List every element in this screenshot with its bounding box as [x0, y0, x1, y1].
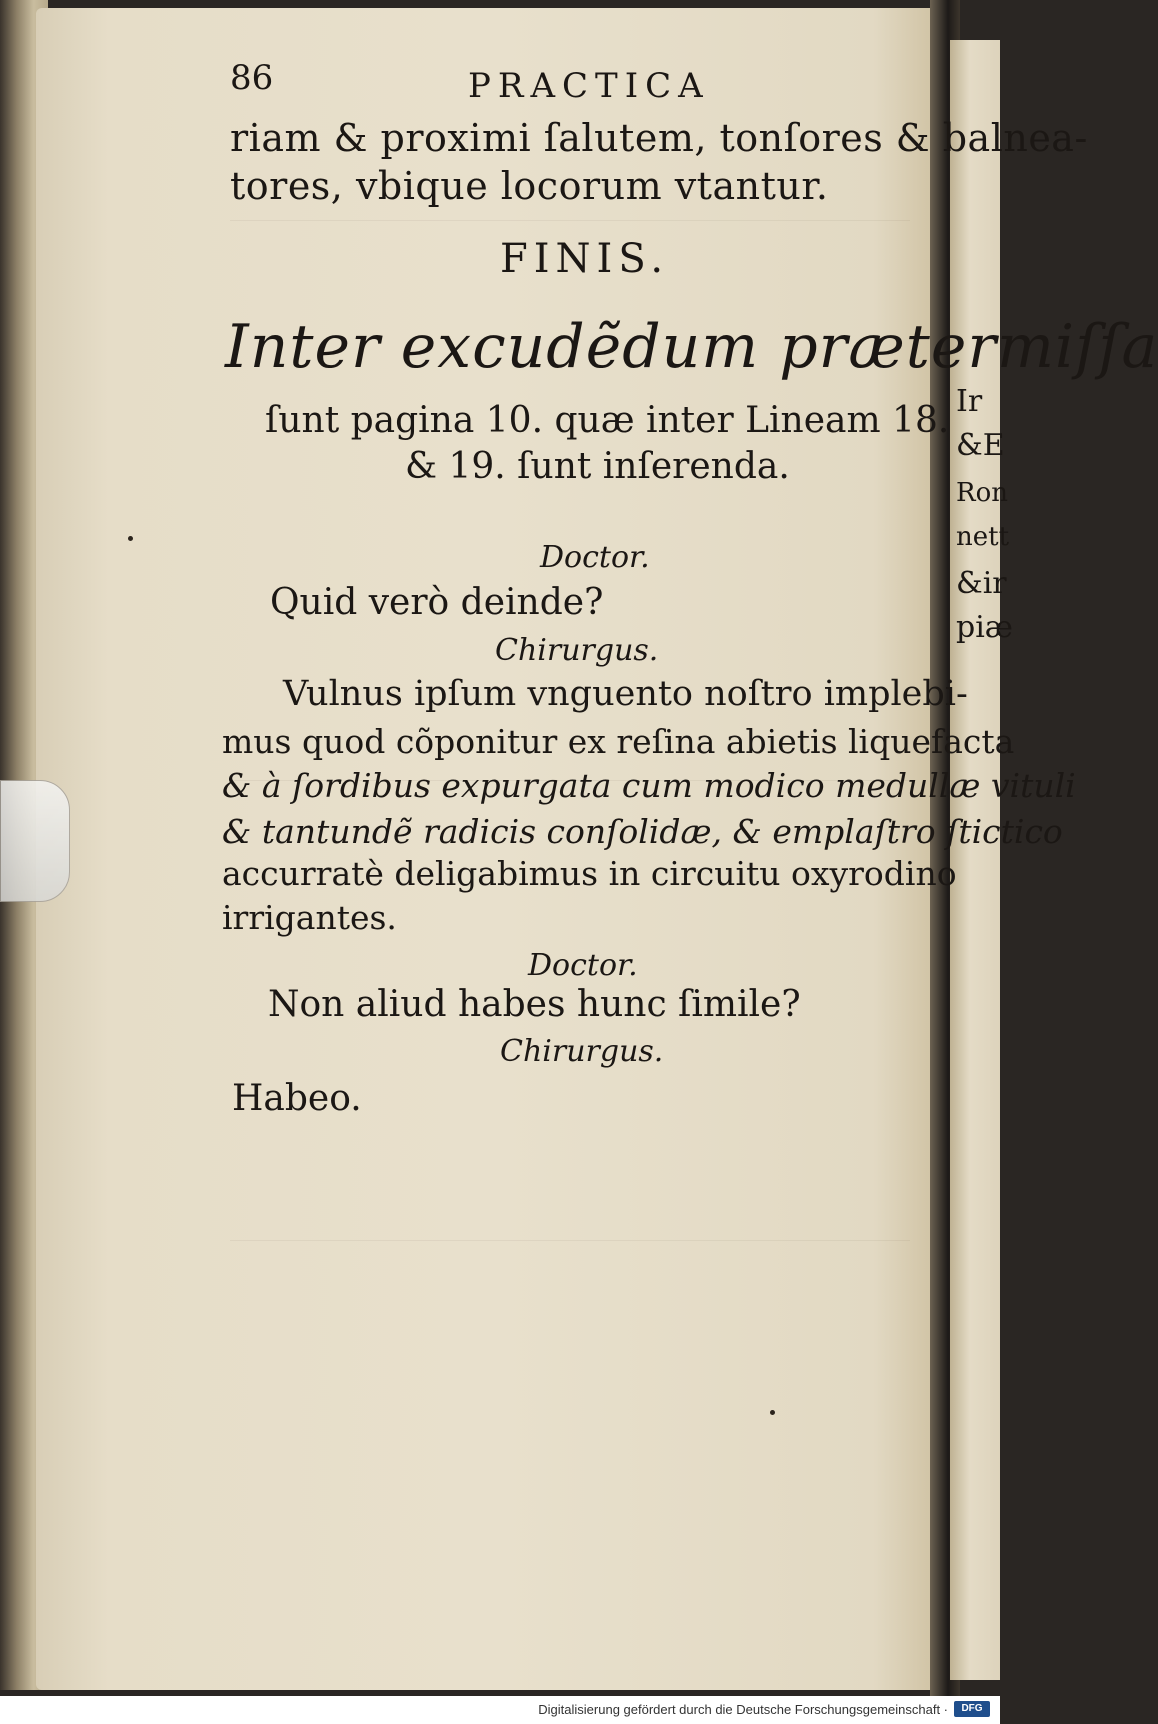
- speaker-chirurgus: Chirurgus.: [495, 633, 659, 668]
- dialogue-line: mus quod cõponitur ex reſina abietis liquefacta: [222, 722, 1015, 761]
- page-number: 86: [230, 58, 274, 98]
- facing-page-fragment: piæ: [956, 610, 1013, 645]
- text-line: riam & proximi ſalutem, tonſores & balnea-: [230, 116, 1088, 160]
- speaker-doctor: Doctor.: [528, 948, 638, 983]
- running-head: PRACTICA: [468, 66, 710, 106]
- finis-heading: FINIS.: [500, 236, 670, 282]
- dialogue-question: Quid verò deinde?: [270, 582, 604, 623]
- speaker-doctor: Doctor.: [540, 540, 650, 575]
- page-clip: [0, 780, 70, 902]
- errata-note-line: ſunt pagina 10. quæ inter Lineam 18.: [265, 400, 950, 441]
- show-through-line: [230, 1240, 910, 1241]
- text-line: tores, vbique locorum vtantur.: [230, 164, 829, 208]
- ink-speck: [128, 536, 133, 541]
- errata-note-line: & 19. ſunt inſerenda.: [405, 446, 790, 487]
- show-through-line: [230, 220, 910, 221]
- footer-credit: Digitalisierung gefördert durch die Deutsche Forschungsgemeinschaft ·: [538, 1702, 948, 1717]
- dialogue-line: & à ſordibus expurgata cum modico medullæ vituli: [222, 766, 1076, 805]
- dialogue-line: Vulnus ipſum vnguento noſtro implebi-: [283, 674, 968, 714]
- digitization-footer: [0, 1696, 1000, 1724]
- right-page-edge: [950, 40, 1000, 1680]
- facing-page-fragment: Ir: [956, 384, 983, 419]
- speaker-chirurgus: Chirurgus.: [500, 1034, 664, 1069]
- dialogue-question: Non aliud habes hunc ſimile?: [268, 984, 801, 1025]
- dialogue-line: & tantundẽ radicis conſolidæ, & emplaſtro ſtictico: [222, 812, 1063, 851]
- dialogue-answer: Habeo.: [232, 1078, 362, 1119]
- ink-speck: [770, 1410, 775, 1415]
- dfg-logo: DFG: [954, 1701, 990, 1717]
- dialogue-line: irrigantes.: [222, 898, 397, 937]
- facing-page-fragment: Ron: [956, 478, 1008, 508]
- errata-heading: Inter excudẽdum prætermiſſa: [225, 312, 1158, 382]
- dialogue-line: accurratè deligabimus in circuitu oxyrodino: [222, 854, 957, 893]
- facing-page-fragment: nett: [956, 522, 1010, 552]
- facing-page-fragment: &E: [956, 428, 1005, 463]
- facing-page-fragment: &ir: [956, 566, 1007, 601]
